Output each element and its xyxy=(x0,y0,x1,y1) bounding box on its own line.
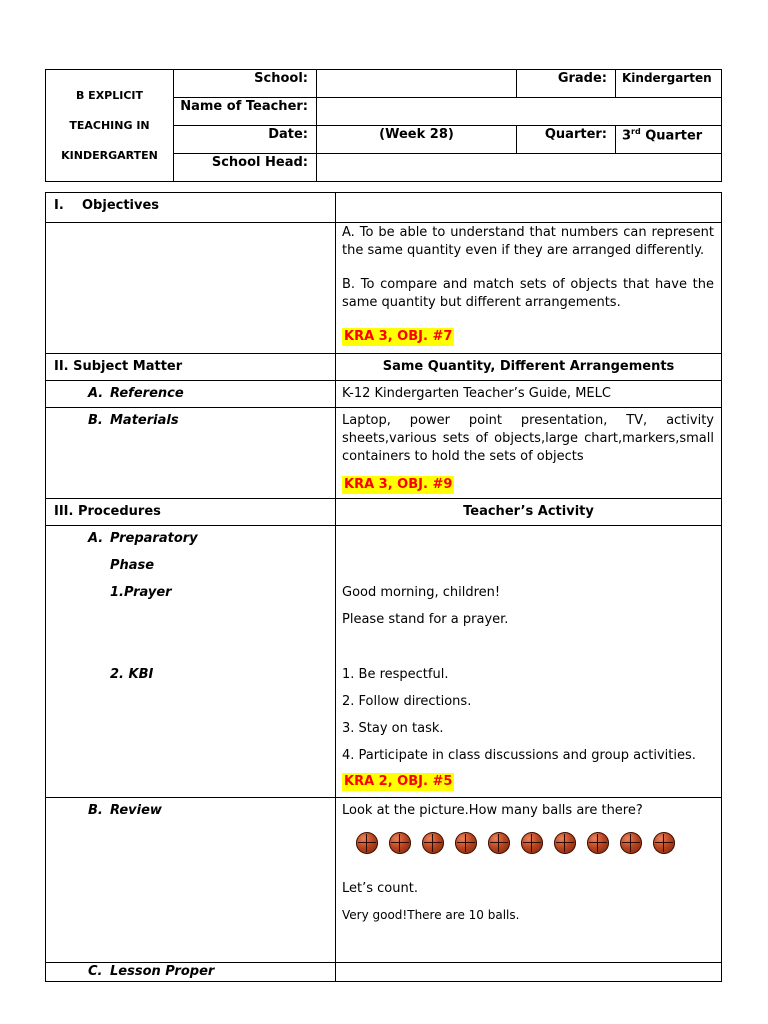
date-value: (Week 28) xyxy=(317,126,517,154)
title-line-2: TEACHING IN xyxy=(69,118,150,132)
lesson-proper-label xyxy=(46,963,336,982)
lesson-proper-number: C. xyxy=(88,964,103,979)
quarter-value xyxy=(616,126,722,154)
quarter-number: 3 xyxy=(622,128,632,144)
basketball-icon xyxy=(356,832,378,854)
objective-a: A. To be able to understand that numbers can represent the same quantity even if they are arranged differently. xyxy=(342,225,714,258)
review-label xyxy=(46,798,336,963)
date-label: Date: xyxy=(174,126,317,154)
objectives-title: Objectives xyxy=(82,198,160,213)
kra-badge: KRA 3, OBJ. #9 xyxy=(344,477,453,492)
kbi-line-1: 1. Be respectful. xyxy=(342,667,449,682)
school-head-label: School Head: xyxy=(174,154,317,182)
quarter-word: Quarter xyxy=(640,128,703,144)
objectives-content xyxy=(336,223,722,354)
reference-value: K-12 Kindergarten Teacher’s Guide, MELC xyxy=(336,381,722,408)
balls-picture xyxy=(356,832,714,858)
lets-count: Let’s count. xyxy=(342,881,418,896)
basketball-icon xyxy=(554,832,576,854)
basketball-icon xyxy=(620,832,642,854)
materials-content xyxy=(336,408,722,499)
procedures-heading: III. Procedures xyxy=(46,499,336,526)
kbi-label: 2. KBI xyxy=(110,667,154,682)
objectives-left-cell xyxy=(46,223,336,354)
basketball-icon xyxy=(488,832,510,854)
grade-value: Kindergarten xyxy=(616,70,722,98)
reference-number: A. xyxy=(88,386,104,401)
subject-matter-heading: II. Subject Matter xyxy=(46,354,336,381)
school-head-value xyxy=(317,154,722,182)
basketball-icon xyxy=(653,832,675,854)
objectives-heading-right xyxy=(336,193,722,223)
materials-number: B. xyxy=(88,413,103,428)
basketball-icon xyxy=(422,832,444,854)
basketball-icon xyxy=(455,832,477,854)
basketball-icon xyxy=(521,832,543,854)
teachers-activity-heading: Teacher’s Activity xyxy=(336,499,722,526)
subject-title: Same Quantity, Different Arrangements xyxy=(336,354,722,381)
teacher-label: Name of Teacher: xyxy=(174,98,317,126)
kbi-line-2: 2. Follow directions. xyxy=(342,694,472,709)
review-number: B. xyxy=(88,803,103,818)
objectives-heading xyxy=(46,193,336,223)
header-table xyxy=(45,69,722,182)
phase-label: Phase xyxy=(110,558,155,573)
review-text: Review xyxy=(110,803,162,818)
materials-value: Laptop, power point presentation, TV, activity sheets,various sets of objects,large chart,markers,small containers to hold the sets of objects xyxy=(342,413,714,464)
reference-label xyxy=(46,381,336,408)
objective-b: B. To compare and match sets of objects that have the same quantity but different arrangements. xyxy=(342,277,714,310)
quarter-ordinal: rd xyxy=(631,127,641,136)
title-line-3: KINDERGARTEN xyxy=(61,148,158,162)
kbi-line-3: 3. Stay on task. xyxy=(342,721,444,736)
basketball-icon xyxy=(587,832,609,854)
preparatory-number: A. xyxy=(88,531,104,546)
very-good-text: Very good!There are 10 balls. xyxy=(342,908,520,922)
prayer-line-2: Please stand for a prayer. xyxy=(342,612,509,627)
kra-badge: KRA 2, OBJ. #5 xyxy=(344,774,453,789)
lesson-proper-content xyxy=(336,963,722,982)
prayer-label: 1.Prayer xyxy=(110,585,172,600)
grade-label: Grade: xyxy=(517,70,616,98)
school-value xyxy=(317,70,517,98)
preparatory-labels xyxy=(46,526,336,798)
lesson-proper-text: Lesson Proper xyxy=(110,964,215,979)
lesson-plan-table xyxy=(45,192,722,982)
reference-text: Reference xyxy=(110,386,184,401)
lesson-title xyxy=(46,70,174,182)
review-question: Look at the picture.How many balls are there? xyxy=(342,803,643,818)
school-label: School: xyxy=(174,70,317,98)
quarter-label: Quarter: xyxy=(517,126,616,154)
kra-badge: KRA 3, OBJ. #7 xyxy=(344,329,453,344)
kbi-line-4: 4. Participate in class discussions and group activities. xyxy=(342,748,696,763)
preparatory-text: Preparatory xyxy=(110,531,198,546)
title-line-1: B EXPLICIT xyxy=(75,88,144,102)
materials-label xyxy=(46,408,336,499)
review-content xyxy=(336,798,722,963)
basketball-icon xyxy=(389,832,411,854)
teacher-value xyxy=(317,98,722,126)
preparatory-content xyxy=(336,526,722,798)
prayer-line-1: Good morning, children! xyxy=(342,585,501,600)
materials-text: Materials xyxy=(110,413,179,428)
preparatory-label xyxy=(46,530,335,557)
objectives-number: I. xyxy=(54,198,64,213)
